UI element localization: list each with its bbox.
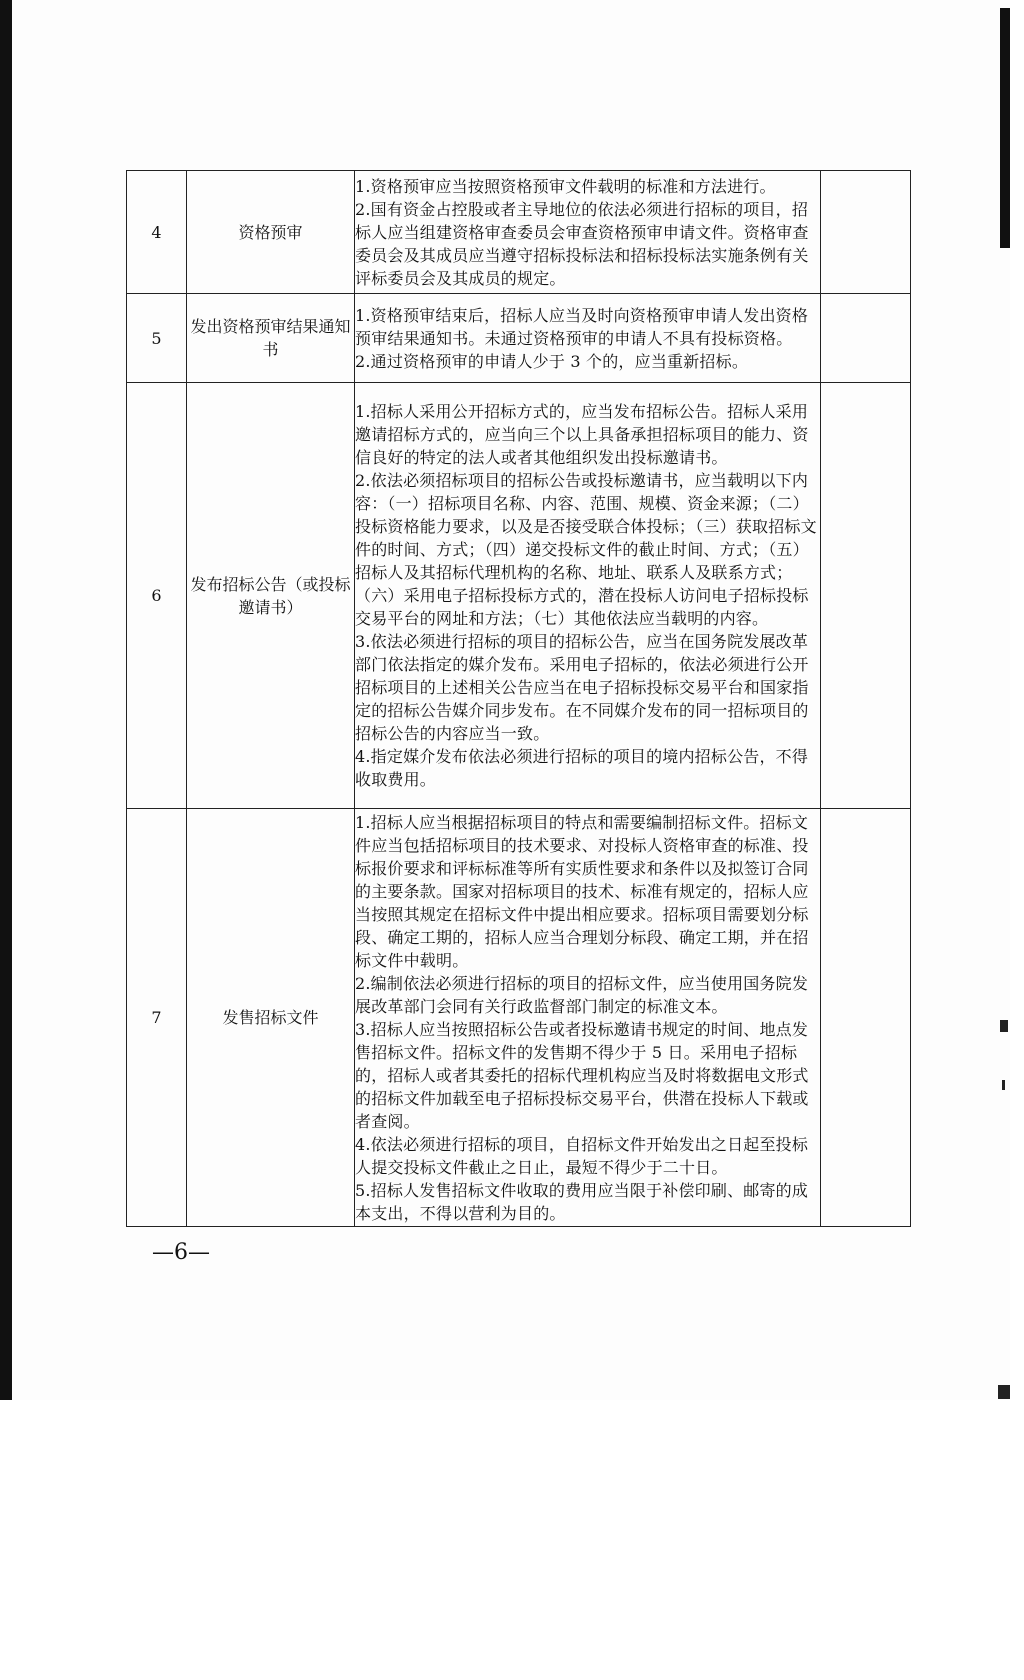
step-name: 发售招标文件 bbox=[187, 809, 355, 1227]
requirement-item: 1.资格预审结束后，招标人应当及时向资格预审申请人发出资格预审结果通知书。未通过资格预审的申请人不具有投标资格。 bbox=[355, 305, 809, 348]
remarks-cell bbox=[821, 383, 911, 809]
table-row bbox=[127, 809, 911, 1227]
procedure-table bbox=[126, 170, 911, 1227]
requirement-item: 1.资格预审应当按照资格预审文件载明的标准和方法进行。 bbox=[355, 176, 776, 196]
scan-edge-right bbox=[1000, 8, 1010, 248]
scan-mark bbox=[1002, 1080, 1005, 1090]
scan-mark bbox=[1000, 1020, 1008, 1032]
requirement-item: 2.依法必须招标项目的招标公告或投标邀请书，应当载明以下内容：（一）招标项目名称、内容、范围、规模、资金来源；（二）投标资格能力要求，以及是否接受联合体投标；（三）获取招标文件的时间、方式；（四）递交投标文件的截止时间、方式；（五）招标人及其招标代理机构的名称、地址、联系人及联系方式；（六）采用电子招标投标方式的，潜在投标人访问电子招标投标交易平台的网址和方法；（七）其他依法应当载明的内容。 bbox=[355, 471, 817, 628]
step-name: 发布招标公告（或投标邀请书） bbox=[187, 383, 355, 809]
remarks-cell bbox=[821, 294, 911, 383]
table-row bbox=[127, 383, 911, 809]
step-requirements bbox=[355, 171, 821, 294]
table-row bbox=[127, 171, 911, 294]
remarks-cell bbox=[821, 171, 911, 294]
remarks-cell bbox=[821, 809, 911, 1227]
scan-edge-left bbox=[0, 0, 12, 1400]
page-number: —6— bbox=[152, 1240, 210, 1265]
row-number: 4 bbox=[127, 171, 187, 294]
requirement-item: 1.招标人采用公开招标方式的，应当发布招标公告。招标人采用邀请招标方式的，应当向三个以上具备承担招标项目的能力、资信良好的特定的法人或者其他组织发出投标邀请书。 bbox=[355, 402, 809, 467]
requirement-item: 2.国有资金占控股或者主导地位的依法必须进行招标的项目，招标人应当组建资格审查委员会审查资格预审申请文件。资格审查委员会及其成员应当遵守招标投标法和招标投标法实施条例有关评标委员会及其成员的规定。 bbox=[355, 199, 809, 288]
step-name: 资格预审 bbox=[187, 171, 355, 294]
requirement-item: 2.编制依法必须进行招标的项目的招标文件，应当使用国务院发展改革部门会同有关行政监督部门制定的标准文本。 bbox=[355, 973, 809, 1016]
scan-mark bbox=[998, 1385, 1010, 1399]
step-requirements bbox=[355, 383, 821, 809]
requirement-item: 3.招标人应当按照招标公告或者投标邀请书规定的时间、地点发售招标文件。招标文件的发售期不得少于 5 日。采用电子招标的，招标人或者其委托的招标代理机构应当及时将数据电文形式的招标文件加载至电子招标投标交易平台，供潜在投标人下载或者查阅。 bbox=[355, 1019, 809, 1131]
row-number: 5 bbox=[127, 294, 187, 383]
step-name: 发出资格预审结果通知书 bbox=[187, 294, 355, 383]
step-requirements bbox=[355, 294, 821, 383]
step-requirements bbox=[355, 809, 821, 1227]
requirement-item: 2.通过资格预审的申请人少于 3 个的，应当重新招标。 bbox=[355, 351, 749, 371]
requirement-item: 4.指定媒介发布依法必须进行招标的项目的境内招标公告，不得收取费用。 bbox=[355, 747, 809, 789]
row-number: 6 bbox=[127, 383, 187, 809]
requirement-item: 5.招标人发售招标文件收取的费用应当限于补偿印刷、邮寄的成本支出，不得以营利为目的。 bbox=[355, 1180, 809, 1223]
row-number: 7 bbox=[127, 809, 187, 1227]
table-row bbox=[127, 294, 911, 383]
requirement-item: 4.依法必须进行招标的项目，自招标文件开始发出之日起至投标人提交投标文件截止之日止，最短不得少于二十日。 bbox=[355, 1134, 809, 1177]
requirement-item: 1.招标人应当根据招标项目的特点和需要编制招标文件。招标文件应当包括招标项目的技术要求、对投标人资格审查的标准、投标报价要求和评标标准等所有实质性要求和条件以及拟签订合同的主要条款。国家对招标项目的技术、标准有规定的，招标人应当按照其规定在招标文件中提出相应要求。招标项目需要划分标段、确定工期的，招标人应当合理划分标段、确定工期，并在招标文件中载明。 bbox=[355, 812, 809, 970]
requirement-item: 3.依法必须进行招标的项目的招标公告，应当在国务院发展改革部门依法指定的媒介发布。采用电子招标的，依法必须进行公开招标项目的上述相关公告应当在电子招标投标交易平台和国家指定的招标公告媒介同步发布。在不同媒介发布的同一招标项目的招标公告的内容应当一致。 bbox=[355, 632, 809, 743]
